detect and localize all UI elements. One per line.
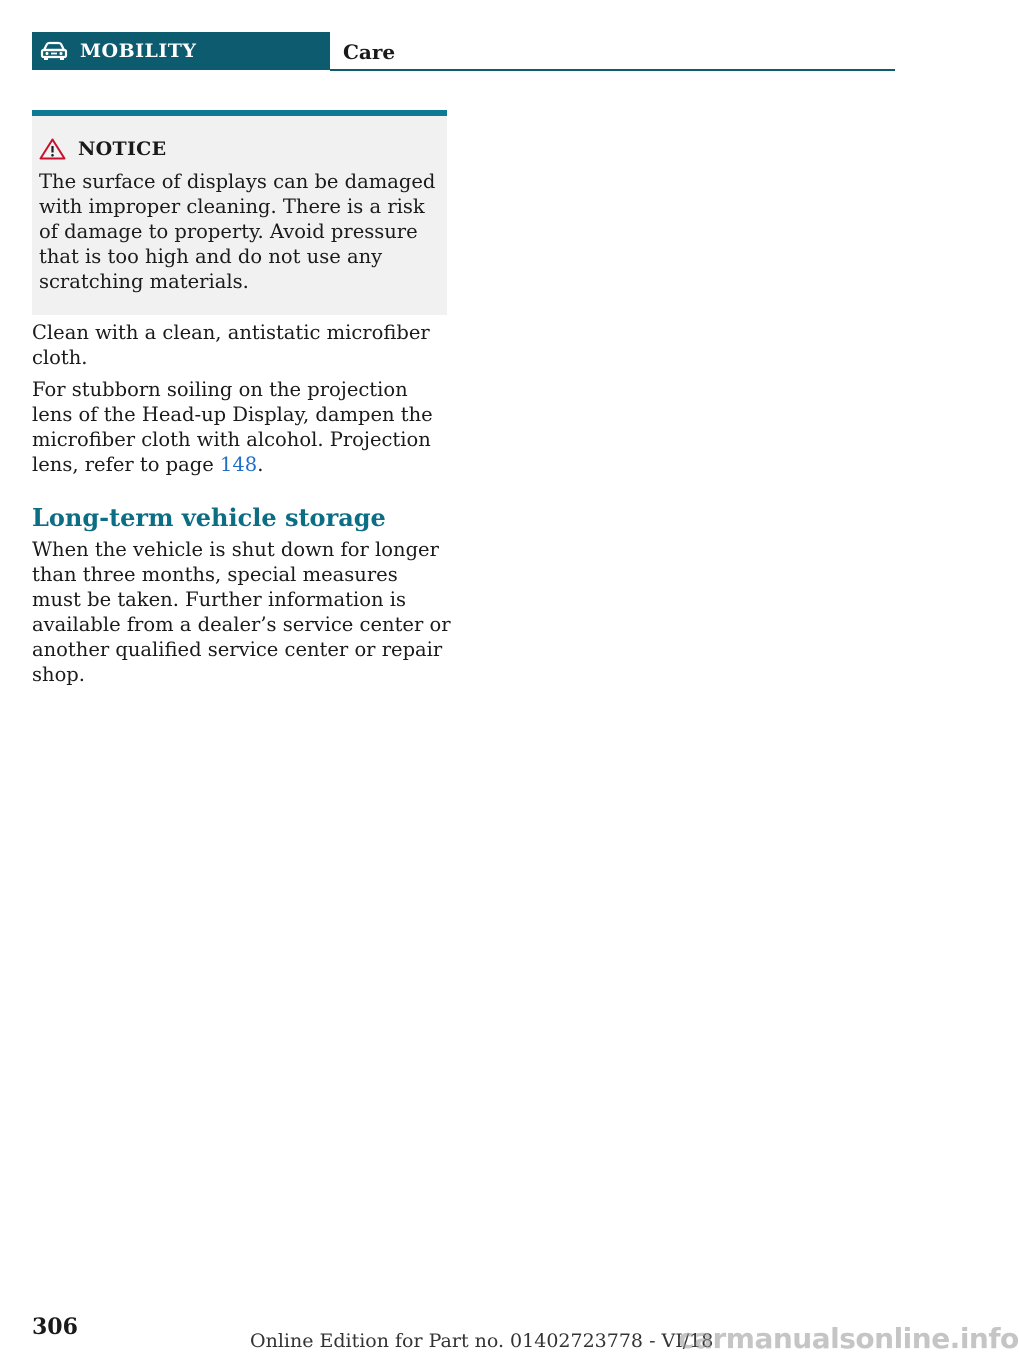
page-reference-link[interactable]: 148 xyxy=(219,453,258,476)
section-heading: Long-term vehicle storage xyxy=(32,503,386,532)
car-icon xyxy=(40,41,68,61)
section-tab xyxy=(32,32,330,70)
edition-footer: Online Edition for Part no. 01402723778 - VI/18 xyxy=(250,1330,714,1352)
notice-title: NOTICE xyxy=(78,138,167,160)
storage-paragraph: When the vehicle is shut down for longer than three months, special measures must be taken. Further information is available from a dealer’s service center or another qualified service center or repair shop. xyxy=(32,538,451,686)
warning-triangle-icon xyxy=(39,138,66,160)
notice-title-row xyxy=(39,138,440,160)
chapter-title: Care xyxy=(343,40,396,64)
main-content xyxy=(32,320,452,687)
section-label: MOBILITY xyxy=(80,40,197,62)
cleaning-paragraph: Clean with a clean, antistatic microfiber cloth. xyxy=(32,321,430,369)
notice-body: The surface of displays can be damaged with improper cleaning. There is a risk of damage to property. Avoid pressure that is too high and do not use any scratching materials. xyxy=(39,170,436,293)
header-rule xyxy=(330,69,895,71)
sentence-end: . xyxy=(257,453,264,476)
page-number: 306 xyxy=(32,1314,78,1340)
head-up-display-text: For stubborn soiling on the projection lens of the Head-up Display, dampen the microfiber cloth with alcohol. Projection lens, refer to page xyxy=(32,378,433,476)
head-up-display-paragraph xyxy=(32,377,452,477)
notice-box xyxy=(32,110,447,315)
page-header xyxy=(32,32,895,72)
watermark: carmanualsonline.info xyxy=(678,1322,1019,1355)
